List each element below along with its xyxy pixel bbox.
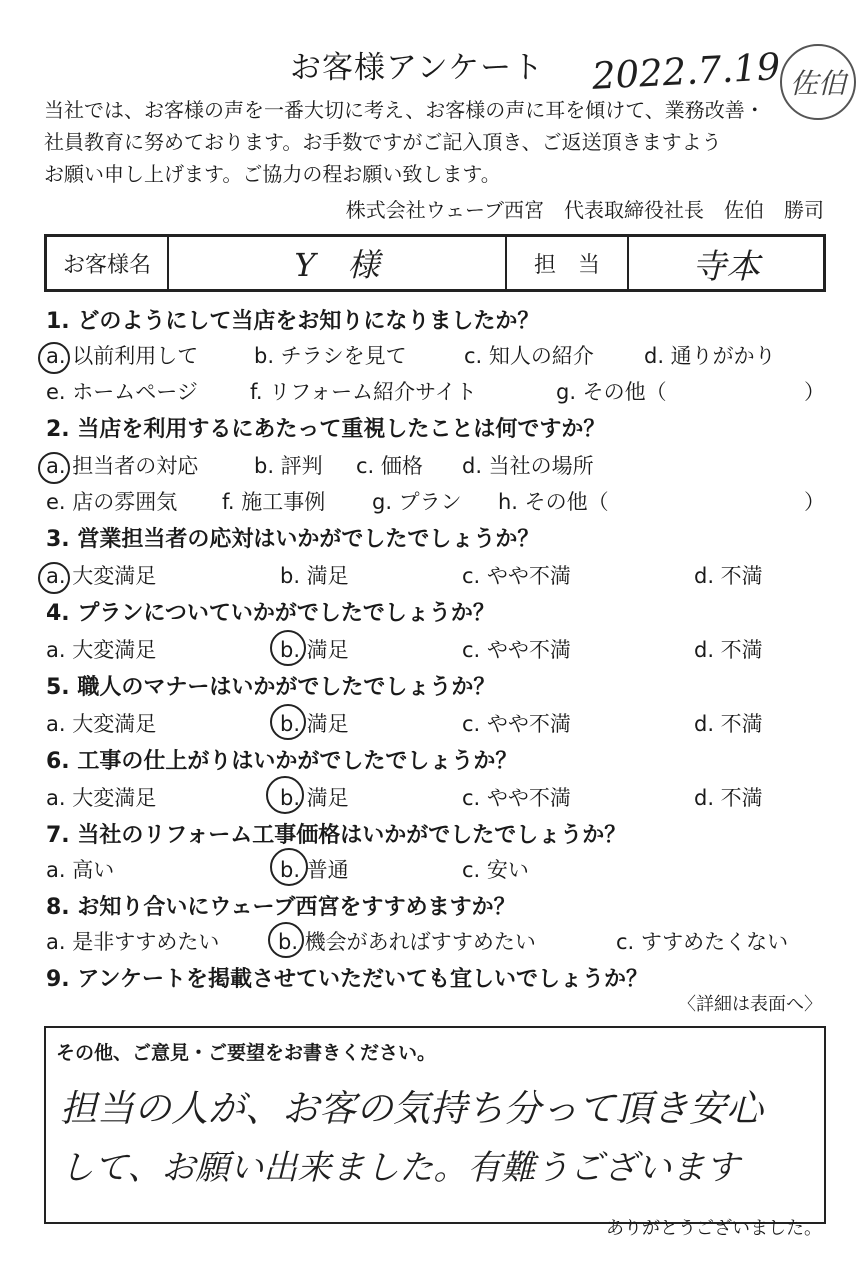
comment-label: その他、ご意見・ご要望をお書きください。 bbox=[56, 1042, 437, 1064]
q1-option-g: g. その他（ bbox=[556, 380, 667, 404]
intro-line-3: お願い申し上げます。ご協力の程お願い致します。 bbox=[44, 162, 501, 186]
q6-answer-circle bbox=[266, 776, 304, 814]
q1-option-f: f. リフォーム紹介サイト bbox=[250, 380, 477, 404]
q2-answer-circle bbox=[38, 452, 70, 484]
q8-option-a: a. 是非すすめたい bbox=[46, 930, 220, 954]
company-signature: 株式会社ウェーブ西宮 代表取締役社長 佐伯 勝司 bbox=[345, 198, 824, 222]
q5-option-d: d. 不満 bbox=[694, 712, 763, 736]
q3-option-c: c. やや不満 bbox=[462, 564, 571, 588]
q5-answer-circle bbox=[270, 704, 306, 740]
question-9: 9. アンケートを掲載させていただいても宜しいでしょうか？ bbox=[46, 967, 649, 992]
q2-option-f: f. 施工事例 bbox=[222, 490, 326, 514]
comment-line-2: して、お願い出来ました。有難うございます bbox=[60, 1148, 740, 1188]
q4-option-b: b. 満足 bbox=[280, 638, 349, 662]
q6-option-c: c. やや不満 bbox=[462, 786, 571, 810]
q1-answer-circle bbox=[38, 342, 70, 374]
q1-option-c: c. 知人の紹介 bbox=[464, 344, 594, 368]
q4-option-d: d. 不満 bbox=[694, 638, 763, 662]
q1-close-paren: ） bbox=[804, 380, 825, 404]
question-3: 3. 営業担当者の応対はいかがでしたでしょうか？ bbox=[46, 527, 540, 552]
q6-option-a: a. 大変満足 bbox=[46, 786, 157, 810]
question-5: 5. 職人のマナーはいかがでしたでしょうか？ bbox=[46, 675, 496, 700]
q3-option-a: a. 大変満足 bbox=[46, 564, 157, 588]
q5-option-a: a. 大変満足 bbox=[46, 712, 157, 736]
q1-option-a: a. 以前利用して bbox=[46, 344, 199, 368]
staff-value: 寺本 bbox=[692, 246, 760, 287]
q2-option-d: d. 当社の場所 bbox=[462, 454, 594, 478]
page-title: お客様アンケート bbox=[290, 50, 545, 86]
q1-option-d: d. 通りがかり bbox=[644, 344, 776, 368]
intro-line-2: 社員教育に努めております。お手数ですがご記入頂き、ご返送頂きますよう bbox=[44, 130, 722, 154]
q2-option-b: b. 評判 bbox=[254, 454, 323, 478]
question-4: 4. プランについていかがでしたでしょうか？ bbox=[46, 601, 495, 626]
q4-option-c: c. やや不満 bbox=[462, 638, 571, 662]
q2-close-paren: ） bbox=[804, 490, 825, 514]
q8-option-b: b. 機会があればすすめたい bbox=[278, 930, 536, 954]
customer-name-value: Y 様 bbox=[169, 237, 507, 289]
q2-option-g: g. プラン bbox=[372, 490, 462, 514]
staff-label: 担 当 bbox=[507, 237, 629, 289]
q7-option-a: a. 高い bbox=[46, 858, 115, 882]
customer-info-box bbox=[44, 234, 826, 292]
q7-answer-circle bbox=[270, 848, 308, 886]
customer-name-label: お客様名 bbox=[47, 237, 169, 289]
details-note: 〈詳細は表面へ〉 bbox=[678, 994, 822, 1015]
q3-option-b: b. 満足 bbox=[280, 564, 349, 588]
q2-option-c: c. 価格 bbox=[356, 454, 423, 478]
q3-option-d: d. 不満 bbox=[694, 564, 763, 588]
q4-option-a: a. 大変満足 bbox=[46, 638, 157, 662]
question-2: 2. 当店を利用するにあたって重視したことは何ですか？ bbox=[46, 417, 606, 442]
seal-stamp: 佐伯 bbox=[780, 44, 856, 120]
q7-option-b: b. 普通 bbox=[280, 858, 349, 882]
q1-option-e: e. ホームページ bbox=[46, 380, 198, 404]
q4-answer-circle bbox=[270, 630, 306, 666]
comment-line-1: 担当の人が、お客の気持ち分って頂き安心 bbox=[60, 1087, 763, 1130]
question-8: 8. お知り合いにウェーブ西宮をすすめますか？ bbox=[46, 895, 516, 920]
q2-option-h: h. その他（ bbox=[498, 490, 609, 514]
q6-option-b: b. 満足 bbox=[280, 786, 349, 810]
question-1: 1. どのようにして当店をお知りになりましたか？ bbox=[46, 309, 540, 334]
thanks-text: ありがとうございました。 bbox=[606, 1218, 822, 1239]
q2-option-a: a. 担当者の対応 bbox=[46, 454, 199, 478]
q6-option-d: d. 不満 bbox=[694, 786, 763, 810]
question-6: 6. 工事の仕上がりはいかがでしたでしょうか？ bbox=[46, 749, 518, 774]
handwritten-date: 2022.7.19 bbox=[591, 45, 782, 98]
q3-answer-circle bbox=[38, 562, 70, 594]
q1-option-b: b. チラシを見て bbox=[254, 344, 407, 368]
q8-option-c: c. すすめたくない bbox=[616, 930, 789, 954]
question-7: 7. 当社のリフォーム工事価格はいかがでしたでしょうか？ bbox=[46, 823, 627, 848]
q2-option-e: e. 店の雰囲気 bbox=[46, 490, 178, 514]
intro-line-1: 当社では、お客様の声を一番大切に考え、お客様の声に耳を傾けて、業務改善・ bbox=[44, 98, 765, 122]
q7-option-c: c. 安い bbox=[462, 858, 529, 882]
q5-option-c: c. やや不満 bbox=[462, 712, 571, 736]
q8-answer-circle bbox=[268, 922, 304, 958]
q5-option-b: b. 満足 bbox=[280, 712, 349, 736]
